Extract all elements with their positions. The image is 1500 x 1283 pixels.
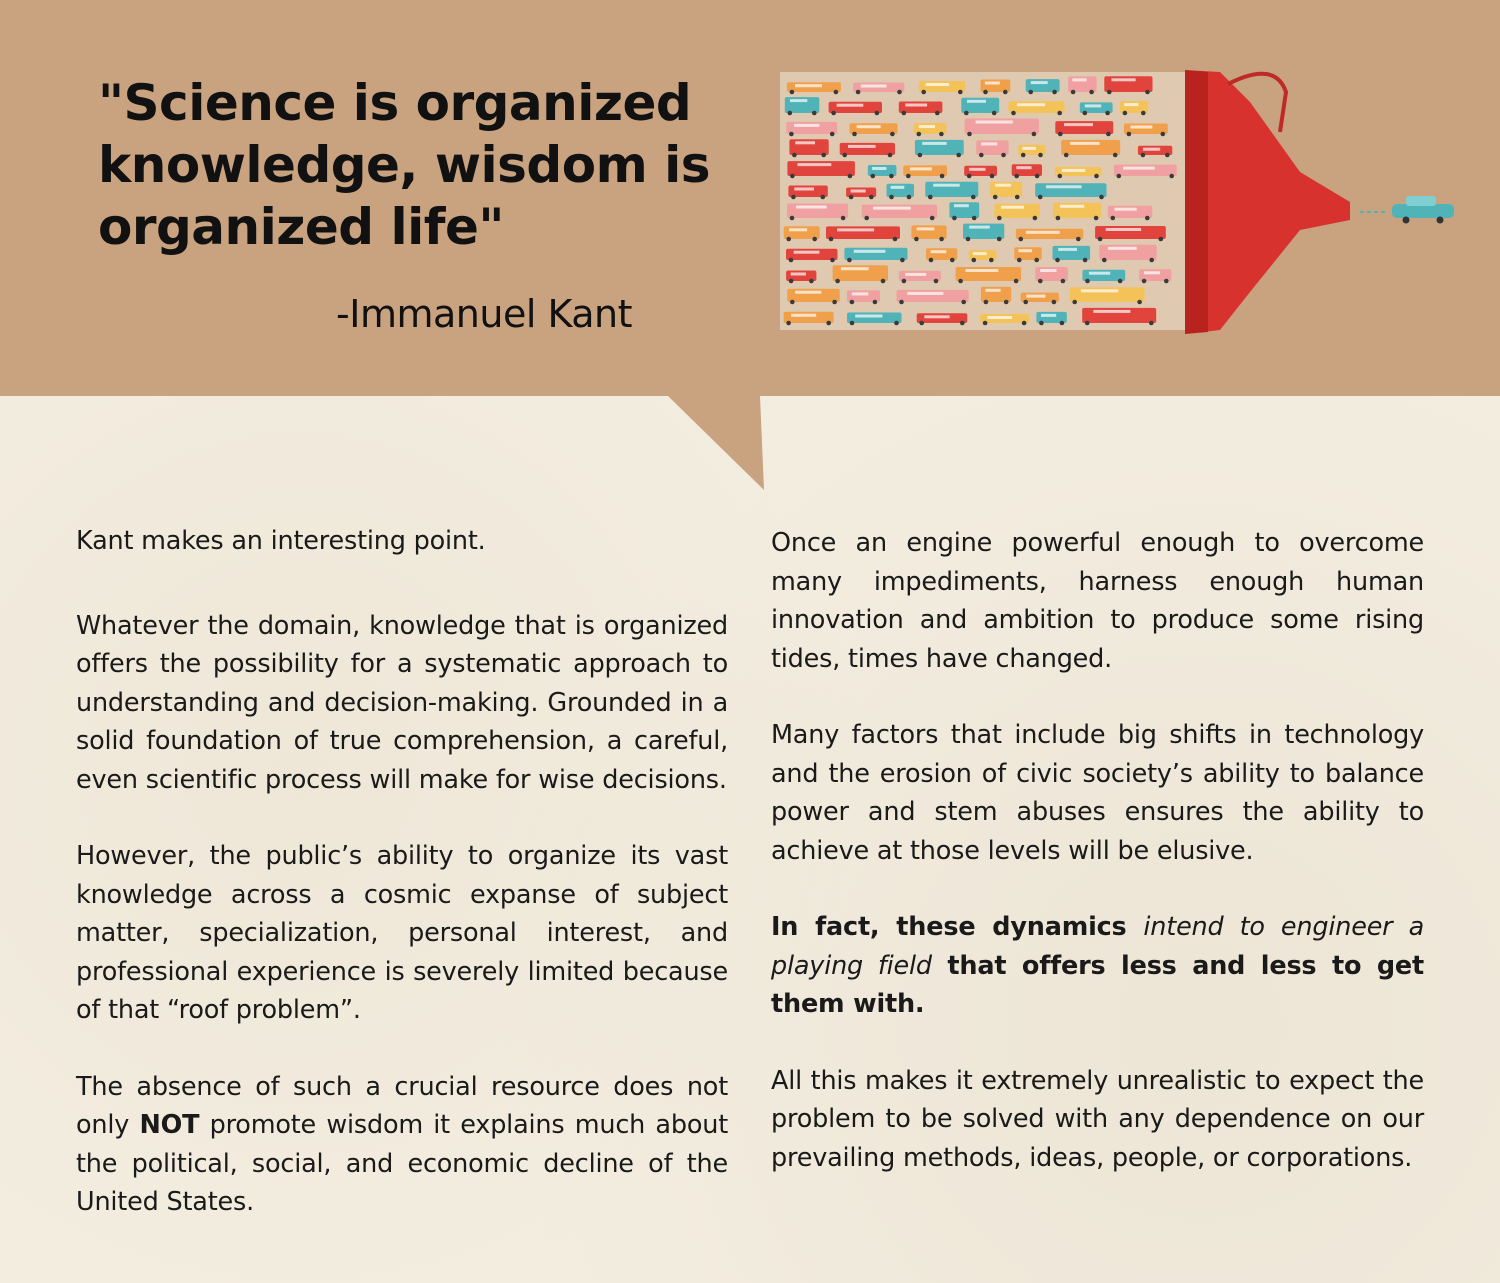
- vehicle-window: [789, 228, 807, 231]
- right-p3-bold-1: In fact, these dynamics: [771, 912, 1144, 942]
- vehicle-wheel: [961, 300, 966, 305]
- vehicle-wheel: [1117, 174, 1122, 179]
- vehicle-wheel: [1017, 258, 1022, 263]
- vehicle-window: [1064, 123, 1093, 126]
- vehicle-shape: [784, 312, 834, 323]
- vehicle-window: [1026, 295, 1045, 298]
- vehicle-wheel: [1118, 279, 1123, 284]
- vehicle-wheel: [964, 111, 969, 116]
- vehicle-wheel: [786, 321, 791, 326]
- vehicle-wheel: [792, 153, 797, 158]
- vehicle-window: [926, 83, 949, 86]
- vehicle-window: [1046, 185, 1082, 188]
- vehicle-window: [794, 251, 820, 254]
- vehicle-window: [1031, 81, 1048, 84]
- vehicle-wheel: [889, 195, 894, 200]
- vehicle-wheel: [1038, 153, 1043, 158]
- vehicle-wheel: [1061, 279, 1066, 284]
- vehicle-window: [1072, 78, 1086, 81]
- vehicle-wheel: [1083, 111, 1088, 116]
- vehicle-wheel: [1094, 174, 1099, 179]
- vehicle-window: [854, 250, 886, 253]
- vehicle-wheel: [1071, 90, 1076, 95]
- vehicle-wheel: [812, 111, 817, 116]
- vehicle-shape: [1108, 206, 1153, 218]
- vehicle-window: [954, 204, 969, 207]
- left-p4-after: promote wisdom it explains much about the political, social, and economic decline of the United States.: [76, 1110, 728, 1217]
- vehicle-wheel: [958, 90, 963, 95]
- vehicle-window: [1001, 206, 1024, 209]
- vehicle-wheel: [956, 153, 961, 158]
- vehicle-wheel: [875, 111, 880, 116]
- vehicle-wheel: [889, 174, 894, 179]
- vehicle-window: [969, 168, 985, 171]
- vehicle-window: [1108, 247, 1137, 250]
- left-paragraph-1: Kant makes an interesting point.: [76, 526, 486, 556]
- vehicle-window: [795, 84, 822, 87]
- vehicle-window: [985, 289, 1000, 292]
- vehicle-shape: [1114, 165, 1177, 176]
- vehicle-wheel: [902, 111, 907, 116]
- vehicle-wheel: [826, 321, 831, 326]
- vehicle-wheel: [849, 195, 854, 200]
- vehicle-wheel: [841, 216, 846, 221]
- vehicle-wheel: [790, 90, 795, 95]
- vehicle-wheel: [812, 237, 817, 242]
- vehicle-window: [891, 186, 905, 189]
- vehicle-window: [1106, 228, 1141, 231]
- vehicle-window: [855, 315, 882, 318]
- vehicle-wheel: [1019, 237, 1024, 242]
- vehicle-shape: [919, 81, 966, 92]
- vehicle-wheel: [829, 237, 834, 242]
- vehicle-window: [976, 121, 1013, 124]
- vehicle-wheel: [935, 111, 940, 116]
- vehicle-wheel: [972, 216, 977, 221]
- vehicle-window: [872, 167, 886, 170]
- vehicle-wheel: [1107, 90, 1112, 95]
- vehicle-window: [981, 142, 997, 145]
- vehicle-wheel: [848, 174, 853, 179]
- vehicle-wheel: [940, 174, 945, 179]
- right-paragraph-2: Many factors that include big shifts in technology and the erosion of civic society’s ability to balance power and stem abuses ensures the ability to achieve at those levels will be elusive.: [771, 720, 1424, 866]
- vehicle-wheel: [1137, 300, 1142, 305]
- left-paragraph-2: Whatever the domain, knowledge that is organized offers the possibility for a systematic approach to understanding and decision-making. Grounded in a solid foundation of true comprehension, a careful, even scientific process will make for wise decisions.: [76, 610, 728, 795]
- vehicle-wheel: [929, 258, 934, 263]
- vehicle-wheel: [1111, 216, 1116, 221]
- vehicle-wheel: [939, 132, 944, 137]
- vehicle-wheel: [1021, 153, 1026, 158]
- vehicle-wheel: [918, 153, 923, 158]
- vehicle-wheel: [960, 321, 965, 326]
- vehicle-wheel: [1123, 111, 1128, 116]
- vehicle-window: [933, 184, 960, 187]
- left-p4-bold: NOT: [139, 1110, 200, 1140]
- vehicle-window: [919, 125, 935, 128]
- vehicle-wheel: [967, 132, 972, 137]
- vehicle-wheel: [834, 90, 839, 95]
- vehicle-wheel: [789, 258, 794, 263]
- vehicle-wheel: [930, 216, 935, 221]
- vehicle-window: [873, 207, 911, 210]
- vehicle-wheel: [1023, 300, 1028, 305]
- vehicle-wheel: [894, 321, 899, 326]
- vehicle-window: [796, 206, 827, 209]
- vehicle-wheel: [888, 153, 893, 158]
- vehicle-window: [1089, 272, 1110, 275]
- vehicle-wheel: [1127, 132, 1132, 137]
- vehicle-wheel: [972, 258, 977, 263]
- vehicle-wheel: [979, 153, 984, 158]
- vehicle-wheel: [1141, 153, 1146, 158]
- vehicle-wheel: [835, 279, 840, 284]
- vehicle-wheel: [1159, 237, 1164, 242]
- vehicle-wheel: [1052, 300, 1057, 305]
- vehicle-shape: [786, 122, 837, 134]
- vehicle-window: [1085, 104, 1101, 107]
- quote-text: "Science is organized knowledge, wisdom is organized life": [98, 74, 710, 256]
- vehicle-window: [1124, 103, 1138, 106]
- vehicle-wheel: [1038, 195, 1043, 200]
- vehicle-shape: [847, 313, 902, 324]
- vehicle-window: [1016, 166, 1031, 169]
- vehicle-wheel: [830, 258, 835, 263]
- vehicle-wheel: [934, 279, 939, 284]
- vehicle-window: [922, 142, 946, 145]
- vehicle-window: [861, 85, 887, 88]
- vehicle-shape: [1016, 229, 1084, 239]
- vehicle-wheel: [1099, 195, 1104, 200]
- vehicle-wheel: [1028, 90, 1033, 95]
- vehicle-window: [1018, 249, 1032, 252]
- vehicle-wheel: [971, 195, 976, 200]
- vehicle-window: [857, 125, 881, 128]
- right-p3-bold-2: that offers less and less to get them with.: [771, 950, 1424, 1019]
- vehicle-wheel: [1011, 111, 1016, 116]
- vehicle-window: [924, 315, 949, 318]
- vehicle-window: [969, 226, 990, 229]
- vehicle-window: [1041, 314, 1056, 317]
- vehicle-wheel: [997, 237, 1002, 242]
- vehicle-wheel: [850, 300, 855, 305]
- vehicle-wheel: [873, 300, 878, 305]
- vehicle-window: [1112, 78, 1136, 81]
- vehicle-wheel: [847, 258, 852, 263]
- vehicle-wheel: [989, 258, 994, 263]
- vehicle-shape: [897, 290, 969, 302]
- vehicle-window: [1093, 310, 1130, 313]
- vehicle-window: [931, 250, 947, 253]
- vehicle-wheel: [1001, 153, 1006, 158]
- vehicle-wheel: [831, 111, 836, 116]
- vehicle-wheel: [1033, 216, 1038, 221]
- vehicle-wheel: [1161, 132, 1166, 137]
- vehicle-wheel: [1004, 300, 1009, 305]
- vehicle-wheel: [1145, 216, 1150, 221]
- vehicle-wheel: [852, 132, 857, 137]
- vehicle-window: [985, 82, 1000, 85]
- vehicle-wheel: [983, 90, 988, 95]
- vehicle-window: [837, 104, 864, 107]
- vehicle-wheel: [1094, 216, 1099, 221]
- vehicle-wheel: [788, 111, 793, 116]
- vehicle-wheel: [1039, 321, 1044, 326]
- vehicle-wheel: [790, 300, 795, 305]
- right-paragraph-1: Once an engine powerful enough to overcome many impediments, harness enough human innovation and ambition to produce some rising tides, times have changed.: [771, 528, 1424, 674]
- vehicle-shape: [1009, 101, 1065, 113]
- vehicle-window: [1123, 167, 1155, 170]
- vehicle-wheel: [1141, 111, 1146, 116]
- quote-author: -Immanuel Kant: [336, 292, 632, 336]
- vehicle-wheel: [830, 132, 835, 137]
- vehicle-window: [1040, 269, 1056, 272]
- vehicle-wheel: [984, 300, 989, 305]
- vehicle-wheel: [983, 321, 988, 326]
- vehicle-wheel: [1055, 258, 1060, 263]
- vehicle-window: [852, 292, 869, 295]
- vehicle-wheel: [1076, 237, 1081, 242]
- vehicle-wheel: [821, 153, 826, 158]
- funnel-traffic-illustration-icon: [780, 62, 1460, 342]
- vehicle-wheel: [871, 174, 876, 179]
- vehicle-shape: [826, 226, 900, 239]
- vehicle-shape: [840, 143, 895, 155]
- vehicle-wheel: [1032, 132, 1037, 137]
- vehicle-window: [795, 291, 821, 294]
- vehicle-wheel: [786, 237, 791, 242]
- vehicle-window: [795, 141, 815, 144]
- vehicle-wheel: [864, 216, 869, 221]
- left-paragraph-3: However, the public’s ability to organize its vast knowledge across a cosmic expanse of subject matter, specialization, personal interest, and professional experience is severely limited because of that “roof problem”.: [76, 841, 728, 1025]
- left-paragraph-4: [76, 1068, 728, 1222]
- vehicle-wheel: [890, 132, 895, 137]
- vehicle-window: [1081, 289, 1118, 292]
- vehicle-wheel: [1149, 321, 1154, 326]
- vehicle-window: [1115, 208, 1137, 211]
- vehicle-window: [1131, 126, 1153, 129]
- vehicle-window: [841, 267, 869, 270]
- vehicle-shape: [787, 289, 839, 302]
- vehicle-wheel: [790, 216, 795, 221]
- vehicle-wheel: [907, 195, 912, 200]
- vehicle-wheel: [1169, 174, 1174, 179]
- right-p3-italic: intend to engineer a playing field: [771, 912, 1424, 981]
- vehicle-window: [790, 99, 807, 102]
- vehicle-wheel: [1106, 132, 1111, 137]
- vehicle-wheel: [791, 195, 796, 200]
- vehicle-wheel: [1058, 132, 1063, 137]
- vehicle-wheel: [1015, 195, 1020, 200]
- vehicle-window: [1070, 142, 1100, 145]
- vehicle-window: [995, 184, 1011, 187]
- vehicle-window: [848, 145, 876, 148]
- vehicle-window: [1060, 205, 1084, 208]
- vehicle-wheel: [919, 321, 924, 326]
- vehicle-wheel: [1105, 111, 1110, 116]
- vehicle-window: [973, 252, 987, 255]
- vehicle-wheel: [1142, 279, 1147, 284]
- vehicle-wheel: [1060, 321, 1065, 326]
- vehicle-window: [1026, 231, 1060, 234]
- vehicle-wheel: [856, 90, 861, 95]
- vehicle-window: [794, 188, 814, 191]
- vehicle-wheel: [850, 321, 855, 326]
- right-paragraph-4: All this makes it extremely unrealistic to expect the problem to be solved with any dependence on our prevailing methods, ideas, people, or corporations.: [771, 1065, 1424, 1173]
- left-p4-before: The absence of such a crucial resource does not only: [76, 1071, 728, 1140]
- left-column: [76, 522, 728, 1260]
- vehicle-wheel: [1089, 90, 1094, 95]
- vehicle-wheel: [1145, 90, 1150, 95]
- vehicle-wheel: [997, 216, 1002, 221]
- vehicle-window: [791, 314, 816, 317]
- vehicle-window: [905, 273, 926, 276]
- vehicle-wheel: [993, 195, 998, 200]
- vehicle-window: [966, 269, 999, 272]
- vehicle-wheel: [906, 174, 911, 179]
- vehicle-wheel: [950, 258, 955, 263]
- vehicle-window: [907, 292, 943, 295]
- vehicle-wheel: [966, 237, 971, 242]
- vehicle-wheel: [1149, 258, 1154, 263]
- vehicle-window: [905, 104, 927, 107]
- vehicle-wheel: [832, 300, 837, 305]
- vehicle-wheel: [897, 90, 902, 95]
- vehicle-wheel: [1165, 153, 1170, 158]
- vehicle-wheel: [1164, 279, 1169, 284]
- vehicle-wheel: [1057, 111, 1062, 116]
- vehicle-window: [967, 100, 986, 103]
- vehicle-wheel: [1085, 321, 1090, 326]
- vehicle-wheel: [881, 279, 886, 284]
- vehicle-wheel: [992, 111, 997, 116]
- vehicle-wheel: [1085, 279, 1090, 284]
- vehicle-wheel: [809, 279, 814, 284]
- vehicle-window: [1017, 103, 1045, 106]
- vehicle-window: [1058, 248, 1077, 251]
- vehicle-wheel: [917, 132, 922, 137]
- vehicle-window: [798, 163, 832, 166]
- vehicle-wheel: [789, 132, 794, 137]
- vehicle-window: [851, 190, 866, 193]
- vehicle-window: [917, 227, 935, 230]
- vehicle-wheel: [869, 195, 874, 200]
- vehicle-wheel: [1038, 279, 1043, 284]
- vehicle-wheel: [789, 279, 794, 284]
- vehicle-wheel: [821, 195, 826, 200]
- vehicle-shape: [1055, 121, 1113, 134]
- vehicle-wheel: [1052, 90, 1057, 95]
- vehicle-wheel: [1035, 174, 1040, 179]
- vehicle-wheel: [1056, 216, 1061, 221]
- vehicle-wheel: [1022, 321, 1027, 326]
- vehicle-wheel: [899, 300, 904, 305]
- vehicle-wheel: [900, 258, 905, 263]
- vehicle-wheel: [1034, 258, 1039, 263]
- vehicle-wheel: [1098, 237, 1103, 242]
- vehicle-wheel: [1113, 153, 1118, 158]
- vehicle-wheel: [902, 279, 907, 284]
- right-column: [771, 524, 1424, 1215]
- vehicle-shape: [829, 102, 882, 113]
- vehicle-wheel: [1064, 153, 1069, 158]
- vehicle-wheel: [952, 216, 957, 221]
- vehicle-wheel: [1072, 300, 1077, 305]
- vehicle-wheel: [1058, 174, 1063, 179]
- vehicle-window: [837, 228, 874, 231]
- vehicle-wheel: [914, 237, 919, 242]
- vehicle-window: [1062, 169, 1085, 172]
- vehicle-wheel: [1102, 258, 1107, 263]
- vehicle-wheel: [939, 237, 944, 242]
- vehicle-wheel: [1014, 279, 1019, 284]
- vehicle-window: [794, 124, 819, 127]
- vehicle-wheel: [1014, 174, 1019, 179]
- vehicle-wheel: [1003, 90, 1008, 95]
- vehicle-wheel: [842, 153, 847, 158]
- vehicle-shape: [1095, 226, 1166, 239]
- vehicle-window: [1143, 148, 1160, 151]
- vehicle-window: [791, 273, 806, 276]
- vehicle-wheel: [967, 174, 972, 179]
- vehicle-window: [1022, 147, 1036, 150]
- vehicle-wheel: [990, 174, 995, 179]
- vehicle-window: [988, 316, 1013, 319]
- vehicle-wheel: [921, 90, 926, 95]
- vehicle-wheel: [928, 195, 933, 200]
- vehicle-wheel: [958, 279, 963, 284]
- vehicle-wheel: [893, 237, 898, 242]
- vehicle-shape: [850, 123, 898, 134]
- vehicle-window: [1144, 271, 1160, 274]
- vehicle-wheel: [790, 174, 795, 179]
- vehicle-window: [910, 167, 932, 170]
- vehicle-shape: [844, 248, 907, 260]
- right-paragraph-3: [771, 908, 1424, 1024]
- vehicle-wheel: [1083, 258, 1088, 263]
- vehicle-shape: [786, 249, 838, 260]
